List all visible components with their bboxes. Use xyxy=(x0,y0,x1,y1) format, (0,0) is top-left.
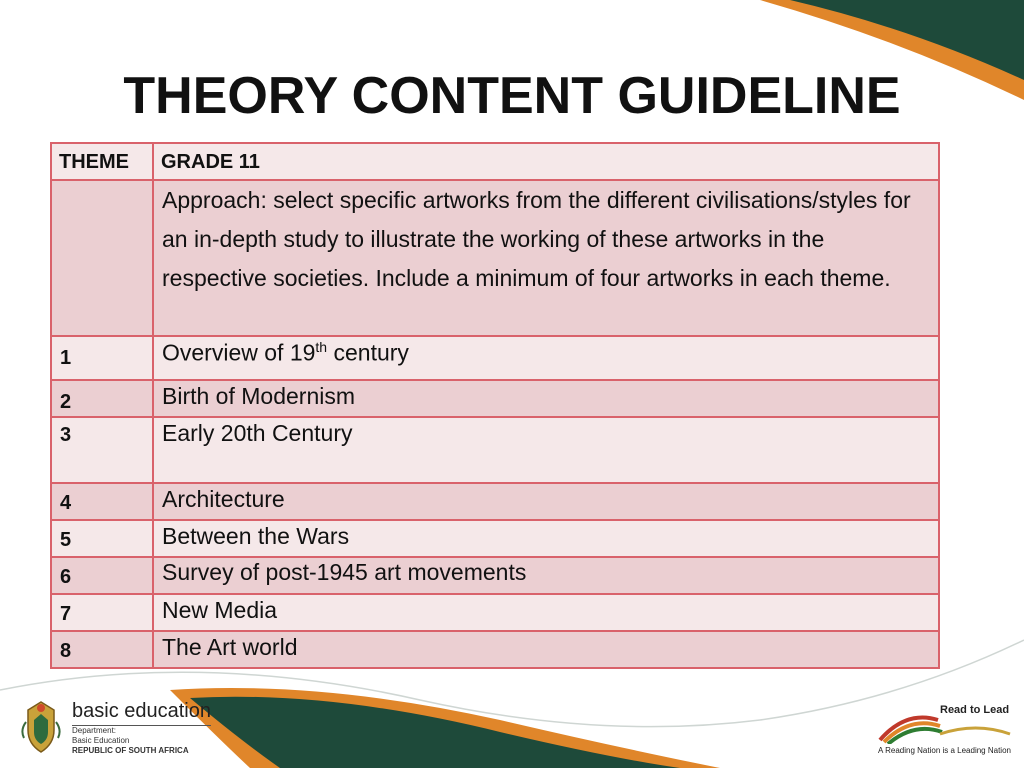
approach-text: Approach: select specific artworks from the different civilisations/styles for an in-depth study to illustrate the working of these artworks in the respective societies. Include a minimum of four artworks in each theme. xyxy=(162,187,911,291)
department-line-3: REPUBLIC OF SOUTH AFRICA xyxy=(72,746,189,755)
theme-number: 1 xyxy=(60,347,72,369)
table-row xyxy=(51,380,939,417)
table-row xyxy=(51,336,939,380)
read-to-lead-logo xyxy=(876,704,1012,762)
theme-number: 3 xyxy=(60,424,72,446)
table-header-row xyxy=(51,143,939,180)
theme-number: 5 xyxy=(60,529,72,551)
department-line-2: Basic Education xyxy=(72,736,130,745)
theme-topic: Early 20th Century xyxy=(162,420,353,446)
table-row xyxy=(51,594,939,631)
theme-topic: Survey of post-1945 art movements xyxy=(162,559,527,585)
book-swoosh-icon xyxy=(876,704,1012,744)
read-to-lead-title: Read to Lead xyxy=(940,704,1010,716)
table-row xyxy=(51,631,939,668)
theme-topic: Overview of 19th century xyxy=(162,339,409,366)
header-theme: THEME xyxy=(59,151,129,173)
department-line-1: Department: xyxy=(72,726,117,735)
theme-number: 7 xyxy=(60,603,72,625)
table-row xyxy=(51,557,939,594)
basic-education-title: basic education xyxy=(72,700,211,726)
header-grade: GRADE 11 xyxy=(161,151,260,173)
table-row xyxy=(51,483,939,520)
slide-title: THEORY CONTENT GUIDELINE xyxy=(123,67,901,125)
table-row xyxy=(51,417,939,483)
department-text xyxy=(72,700,211,756)
theme-topic: Architecture xyxy=(162,486,285,512)
read-to-lead-tagline: A Reading Nation is a Leading Nation xyxy=(878,746,1011,755)
theme-number: 6 xyxy=(60,566,72,588)
theme-number: 4 xyxy=(60,492,72,514)
theme-topic: New Media xyxy=(162,597,278,623)
theme-number: 8 xyxy=(60,640,72,662)
theme-topic: The Art world xyxy=(162,634,298,660)
table-row xyxy=(51,520,939,557)
theme-topic: Birth of Modernism xyxy=(162,383,356,409)
approach-row xyxy=(51,180,939,336)
coat-of-arms-icon xyxy=(20,700,62,756)
department-logo xyxy=(20,700,211,756)
theme-topic: Between the Wars xyxy=(162,523,350,549)
theory-content-table xyxy=(50,142,940,669)
theme-number: 2 xyxy=(60,391,72,413)
